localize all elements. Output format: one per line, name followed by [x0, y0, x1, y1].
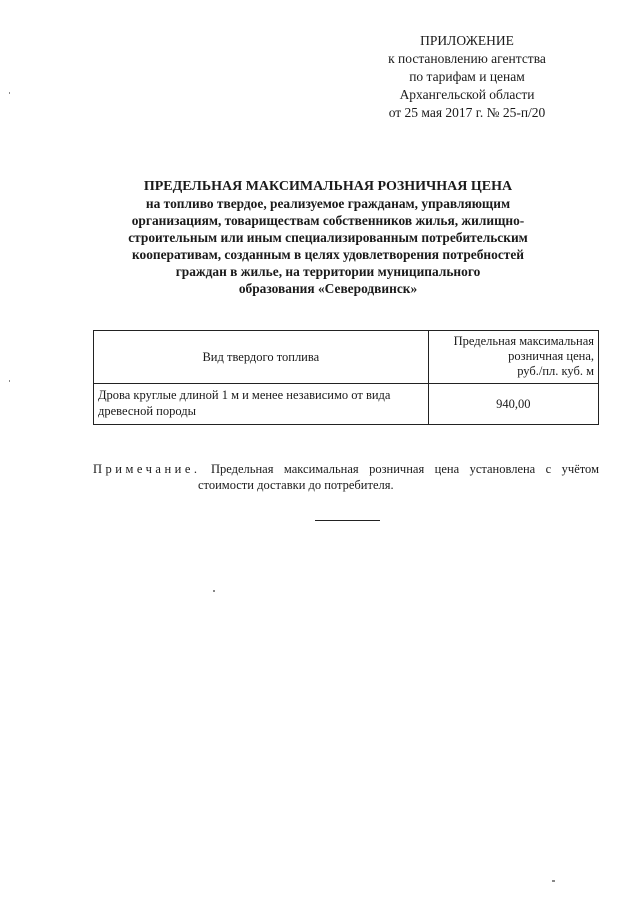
heading-line: строительным или иным специализированным потребительским: [128, 230, 528, 245]
fuel-name-line: Дрова круглые длиной 1 м и менее независимо от вида: [98, 388, 391, 402]
header-price-line: розничная цена,: [508, 349, 594, 363]
heading-title: ПРЕДЕЛЬНАЯ МАКСИМАЛЬНАЯ РОЗНИЧНАЯ ЦЕНА: [143, 179, 513, 194]
heading-line: образования «Северодвинск»: [238, 281, 418, 296]
closing-rule: [315, 520, 380, 521]
note-word: учётом: [561, 462, 599, 476]
appendix-line: по тарифам и ценам: [409, 69, 525, 84]
note-line-1: [93, 461, 599, 477]
note-word: максимальная: [283, 462, 359, 476]
note-label: Примечание.: [93, 462, 201, 476]
scan-speck: [552, 880, 555, 882]
note-word: розничная: [369, 462, 425, 476]
appendix-date-line: от 25 мая 2017 г. № 25-п/20: [388, 105, 546, 120]
table-row: [94, 384, 599, 425]
note-word: цена: [434, 462, 460, 476]
scan-speck: [213, 590, 215, 592]
note-word: установлена: [469, 462, 536, 476]
table-header-row: [94, 331, 599, 384]
document-heading: [118, 178, 538, 297]
header-fuel-type: Вид твердого топлива: [94, 331, 429, 384]
note-block: [93, 461, 599, 493]
heading-line: граждан в жилье, на территории муниципального: [175, 264, 481, 279]
appendix-title: ПРИЛОЖЕНИЕ: [420, 33, 514, 48]
header-price-line: Предельная максимальная: [453, 334, 594, 348]
appendix-line: Архангельской области: [399, 87, 535, 102]
scan-speck: [9, 380, 10, 382]
appendix-block: [372, 32, 562, 122]
note-line-2: стоимости доставки до потребителя.: [198, 478, 394, 492]
fuel-price-cell: 940,00: [428, 384, 598, 425]
header-price: [428, 331, 598, 384]
note-word: Предельная: [210, 462, 274, 476]
scan-speck: [9, 92, 10, 94]
note-word: с: [545, 462, 552, 476]
price-table: [93, 330, 599, 425]
heading-line: на топливо твердое, реализуемое гражданам, управляющим: [145, 196, 511, 211]
fuel-name-cell: [94, 384, 429, 425]
appendix-line: к постановлению агентства: [388, 51, 546, 66]
heading-line: кооперативам, созданным в целях удовлетворения потребностей: [131, 247, 525, 262]
fuel-name-line: древесной породы: [98, 404, 196, 418]
heading-line: организациям, товариществам собственников жилья, жилищно-: [131, 213, 525, 228]
header-price-line: руб./пл. куб. м: [517, 364, 594, 378]
